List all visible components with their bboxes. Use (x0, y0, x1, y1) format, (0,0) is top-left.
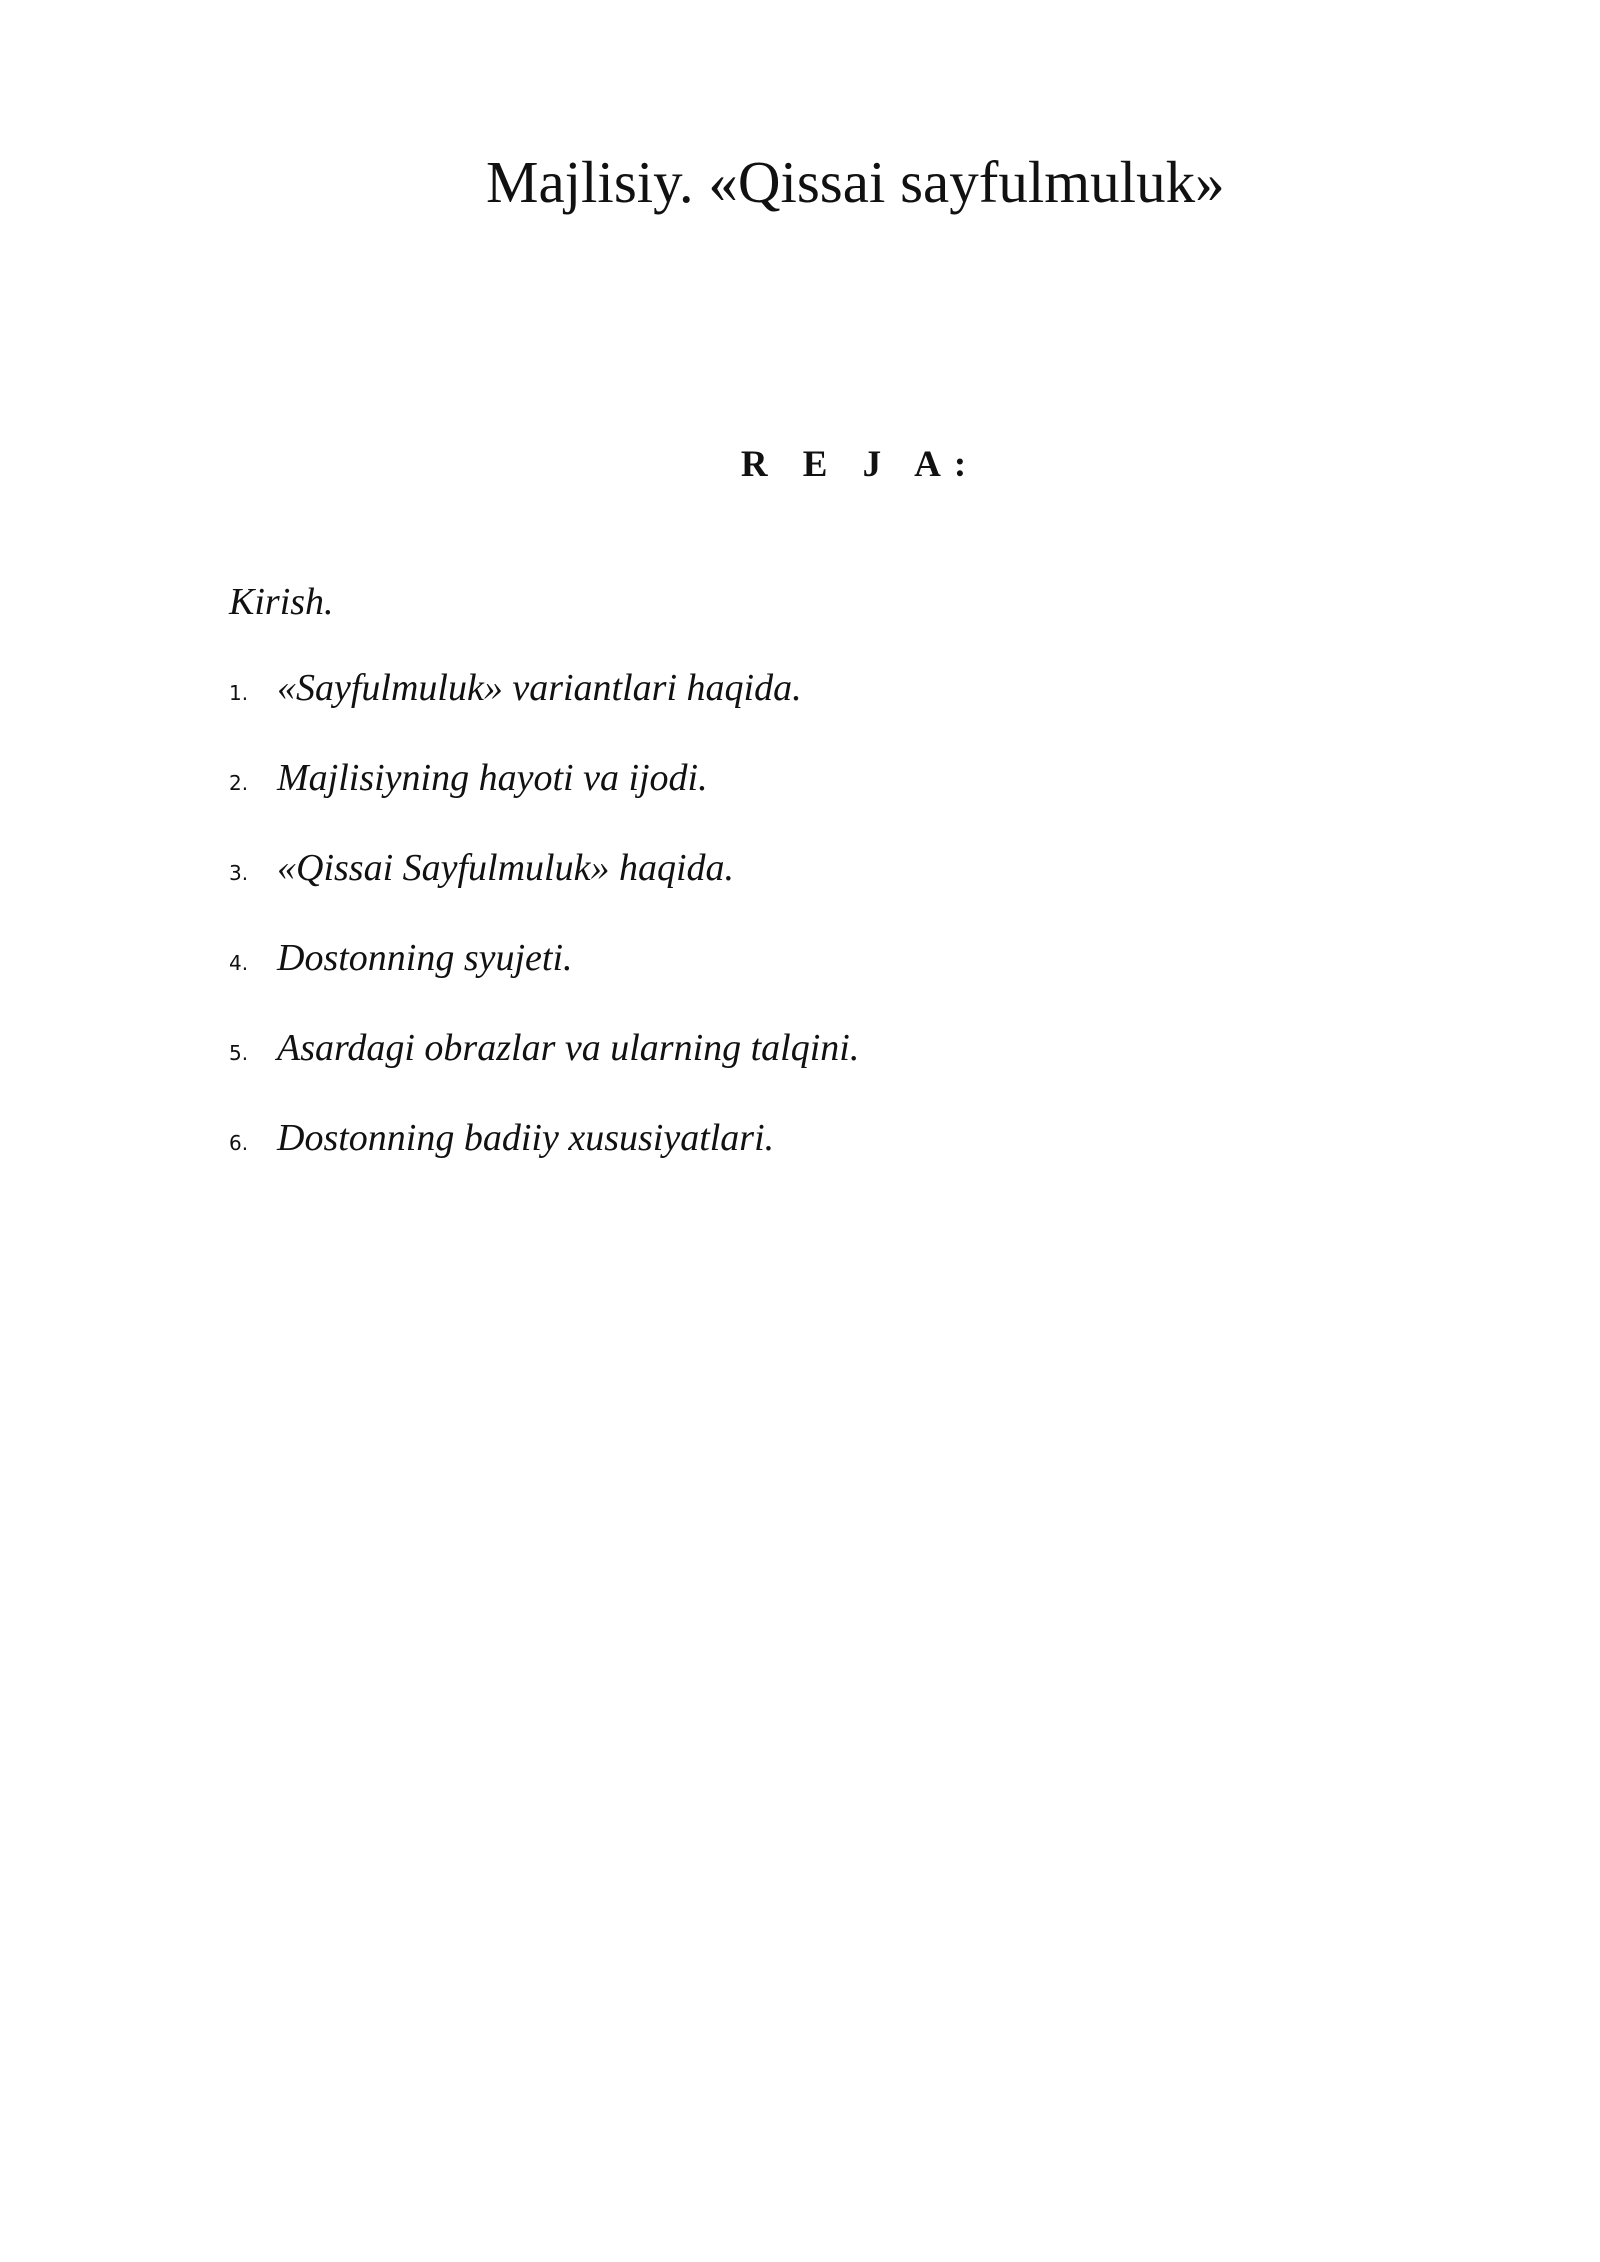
plan-item-number: 3. (229, 861, 249, 885)
plan-item-1 (229, 668, 859, 758)
plan-heading: R E J A: (740, 444, 980, 485)
plan-item-text: Majlisiyning hayoti va ijodi. (277, 757, 708, 799)
document-title: Majlisiy. «Qissai sayfulmuluk» (486, 149, 1225, 215)
plan-item-text: «Sayfulmuluk» variantlari haqida. (277, 667, 802, 709)
plan-item-number: 2. (229, 771, 249, 795)
plan-item-number: 5. (229, 1041, 249, 1065)
plan-intro: Kirish. (229, 581, 334, 623)
plan-item-text: Asardagi obrazlar va ularning talqini. (277, 1027, 860, 1069)
plan-item-text: Dostonning syujeti. (277, 937, 573, 979)
plan-item-number: 4. (229, 951, 249, 975)
plan-item-text: «Qissai Sayfulmuluk» haqida. (277, 847, 735, 889)
plan-item-number: 6. (229, 1131, 249, 1155)
plan-item-2 (229, 758, 859, 848)
plan-item-text: Dostonning badiiy xususiyatlari. (277, 1117, 775, 1159)
plan-item-3 (229, 848, 859, 938)
plan-item-6 (229, 1118, 859, 1208)
plan-item-number: 1. (229, 681, 249, 705)
plan-item-4 (229, 938, 859, 1028)
plan-item-5 (229, 1028, 859, 1118)
plan-list (229, 668, 859, 1208)
